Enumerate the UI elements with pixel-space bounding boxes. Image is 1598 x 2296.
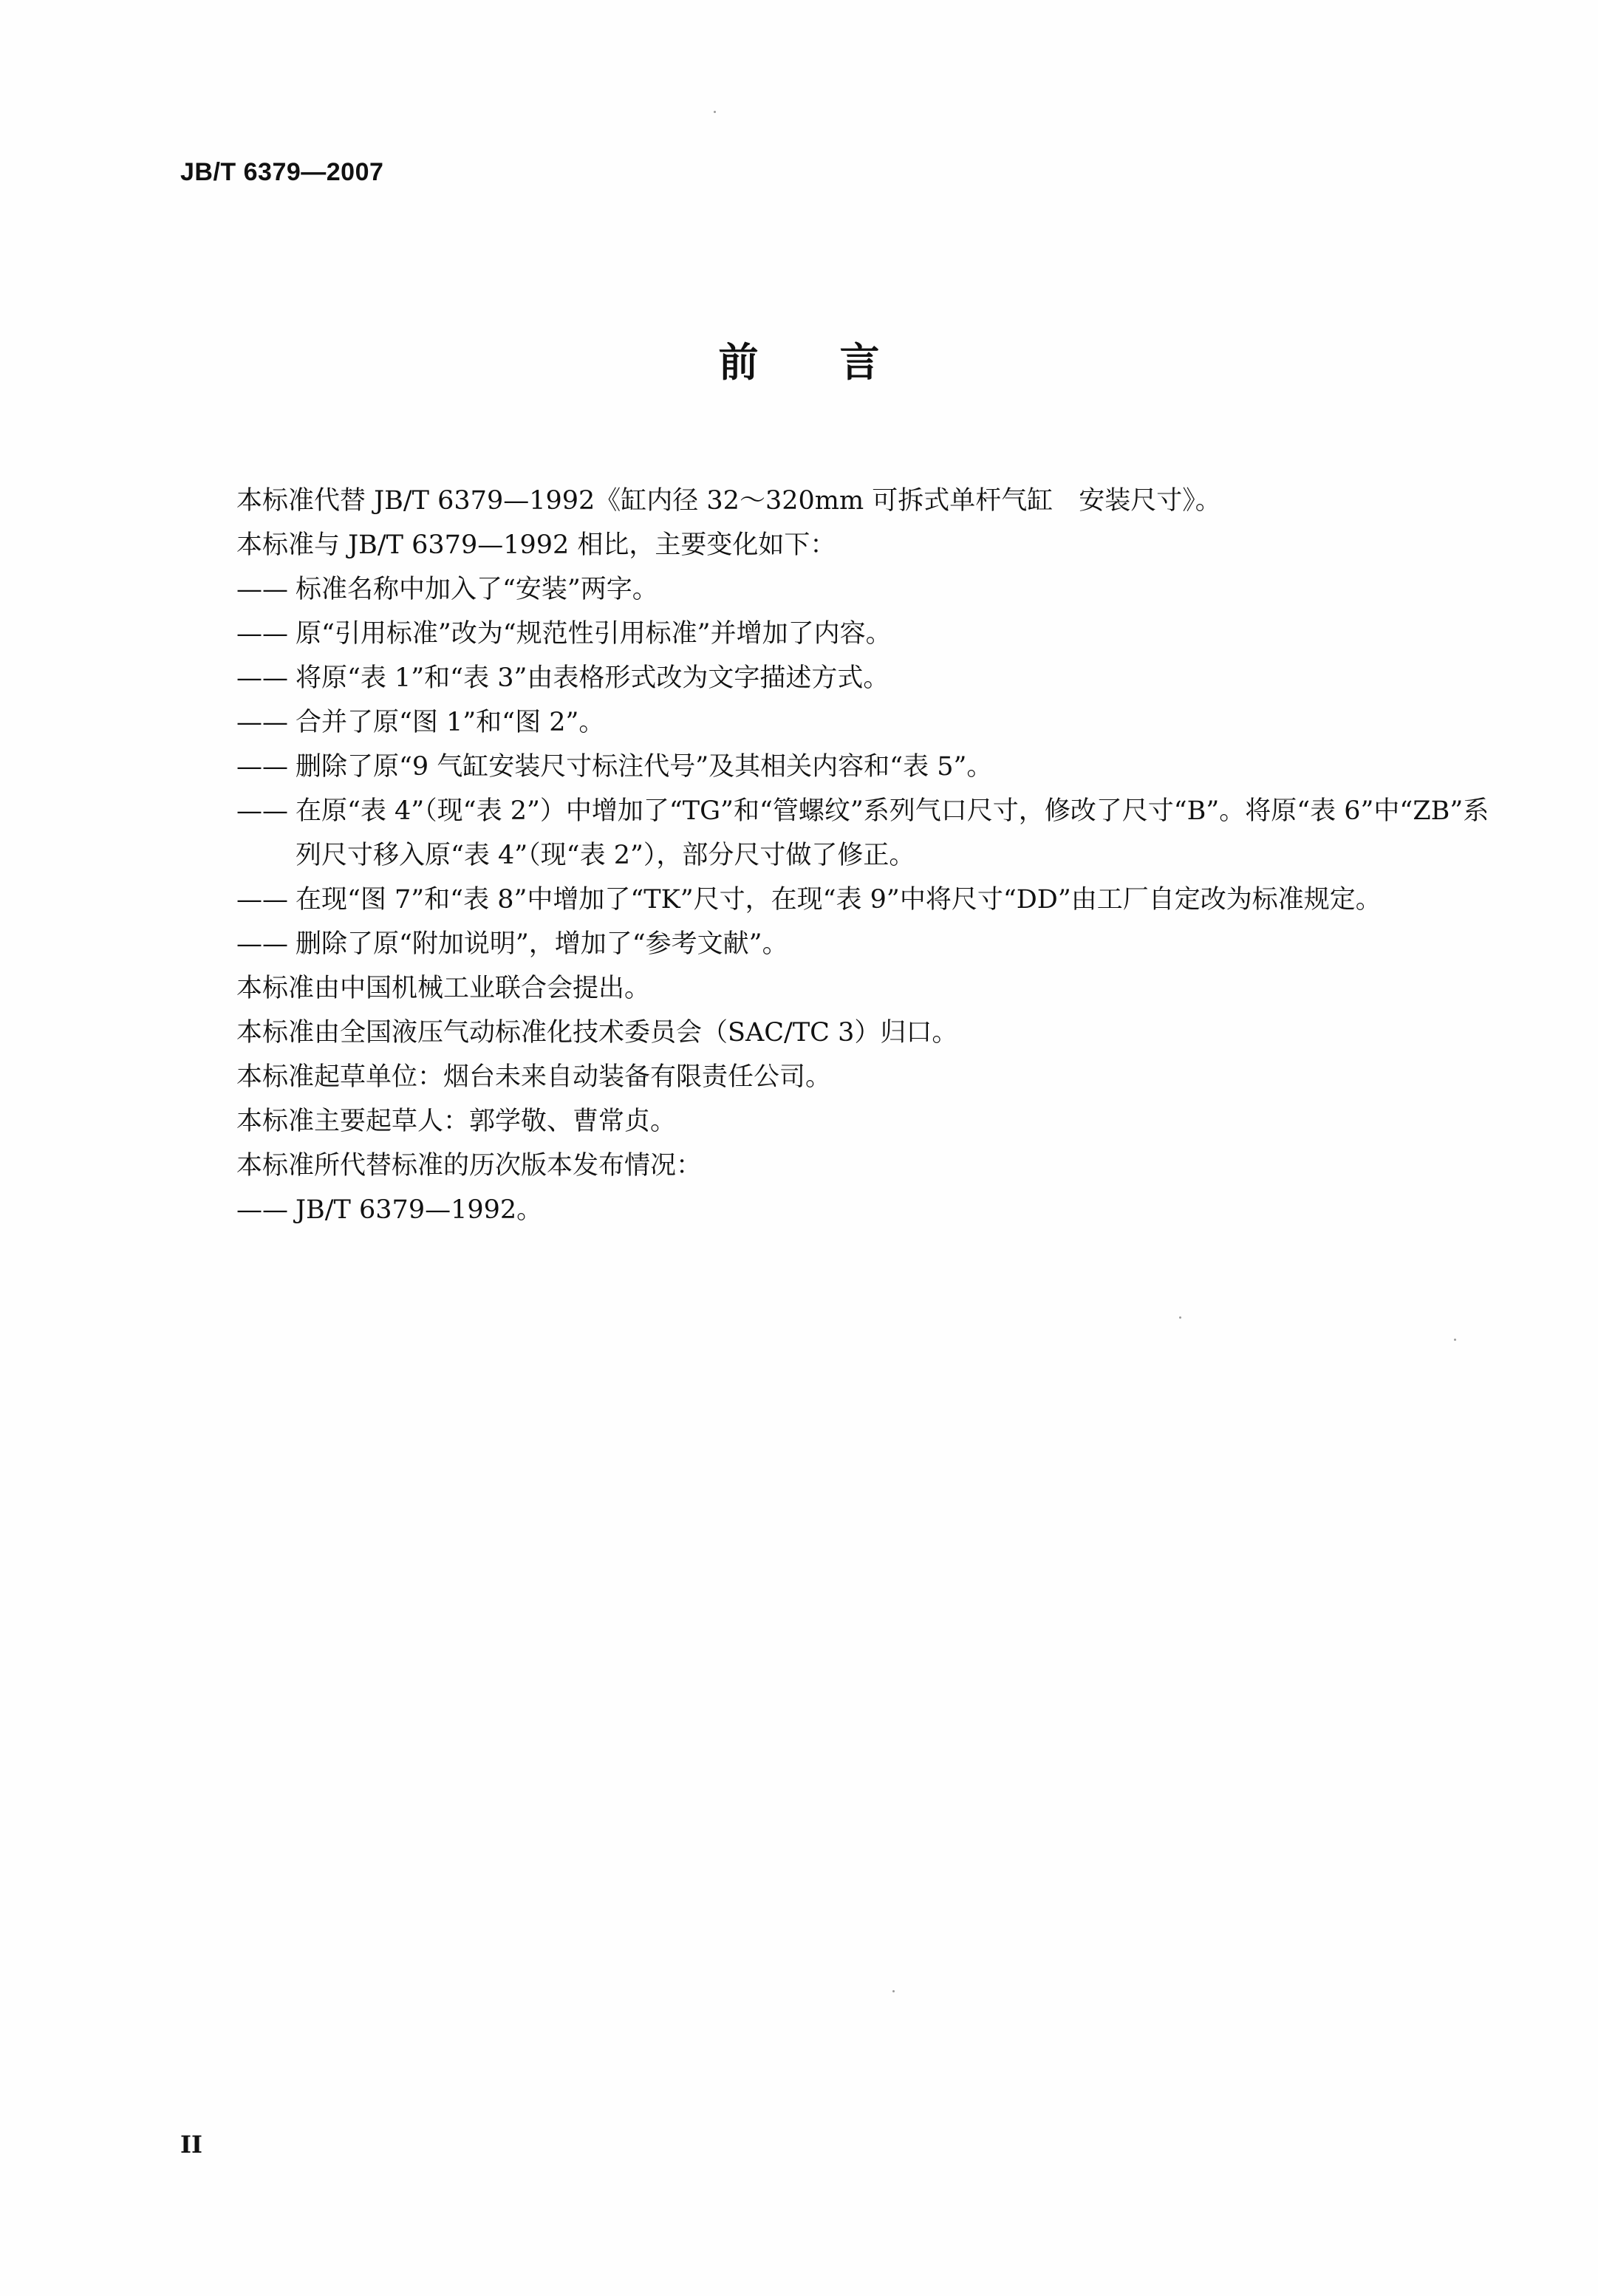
- previous-edition-item: [236, 1188, 1492, 1232]
- dash-marker: ——: [236, 885, 288, 915]
- change-item-removed-codes: [236, 745, 1492, 789]
- paragraph-proposed-by: 本标准由中国机械工业联合会提出。: [236, 974, 651, 1003]
- previous-edition-text: JB/T 6379—1992。: [296, 1195, 543, 1225]
- change-item-port-sizes: [236, 789, 1492, 878]
- dash-marker: ——: [236, 619, 288, 649]
- change-item-name: [236, 567, 1492, 612]
- dash-marker: ——: [236, 752, 288, 782]
- change-item-text: 删除了原“9 气缸安装尺寸标注代号”及其相关内容和“表 5”。: [296, 752, 993, 782]
- change-item-figures: [236, 700, 1492, 745]
- change-item-references: [236, 612, 1492, 656]
- dash-marker: ——: [236, 708, 288, 737]
- change-item-text: 将原“表 1”和“表 3”由表格形式改为文字描述方式。: [296, 663, 890, 693]
- scan-speck: [1179, 1316, 1181, 1319]
- change-item-text: 标准名称中加入了“安装”两字。: [296, 575, 658, 604]
- standard-code-header: JB/T 6379—2007: [180, 158, 384, 186]
- change-item-text: 在原“表 4”（现“表 2”）中增加了“TG”和“管螺纹”系列气口尺寸，修改了尺寸“B”。将原“表 6”中“ZB”系列尺寸移入原“表 4”（现“表 2”），部分尺寸做了修正。: [296, 796, 1489, 870]
- page-title: 前言: [718, 339, 961, 386]
- change-item-tables: [236, 656, 1492, 700]
- page-number: II: [180, 2131, 202, 2159]
- scan-speck: [1454, 1339, 1456, 1341]
- scan-speck: [714, 111, 716, 113]
- scan-speck: [892, 1990, 895, 1992]
- paragraph-committee: 本标准由全国液压气动标准化技术委员会（SAC/TC 3）归口。: [236, 1018, 958, 1048]
- dash-marker: ——: [236, 663, 288, 693]
- paragraph-drafters: 本标准主要起草人：郭学敬、曹常贞。: [236, 1107, 677, 1136]
- change-item-text: 在现“图 7”和“表 8”中增加了“TK”尺寸，在现“表 9”中将尺寸“DD”由工厂自定改为标准规定。: [296, 885, 1382, 915]
- paragraph-changes-intro: 本标准与 JB/T 6379—1992 相比，主要变化如下：: [236, 530, 836, 560]
- dash-marker: ——: [236, 796, 288, 826]
- change-item-text: 删除了原“附加说明”，增加了“参考文献”。: [296, 929, 788, 959]
- change-item-bibliography: [236, 922, 1492, 966]
- dash-marker: ——: [236, 1195, 288, 1225]
- change-item-text: 原“引用标准”改为“规范性引用标准”并增加了内容。: [296, 619, 892, 649]
- change-item-text: 合并了原“图 1”和“图 2”。: [296, 708, 605, 737]
- dash-marker: ——: [236, 575, 288, 604]
- dash-marker: ——: [236, 929, 288, 959]
- paragraph-drafting-unit: 本标准起草单位：烟台未来自动装备有限责任公司。: [236, 1062, 832, 1092]
- change-item-tk-dimension: [236, 878, 1492, 922]
- paragraph-previous-editions: 本标准所代替标准的历次版本发布情况：: [236, 1151, 703, 1181]
- paragraph-replaces: 本标准代替 JB/T 6379—1992《缸内径 32～320mm 可拆式单杆气缸 安装尺寸》。: [236, 486, 1221, 516]
- foreword-body: [236, 479, 1492, 1232]
